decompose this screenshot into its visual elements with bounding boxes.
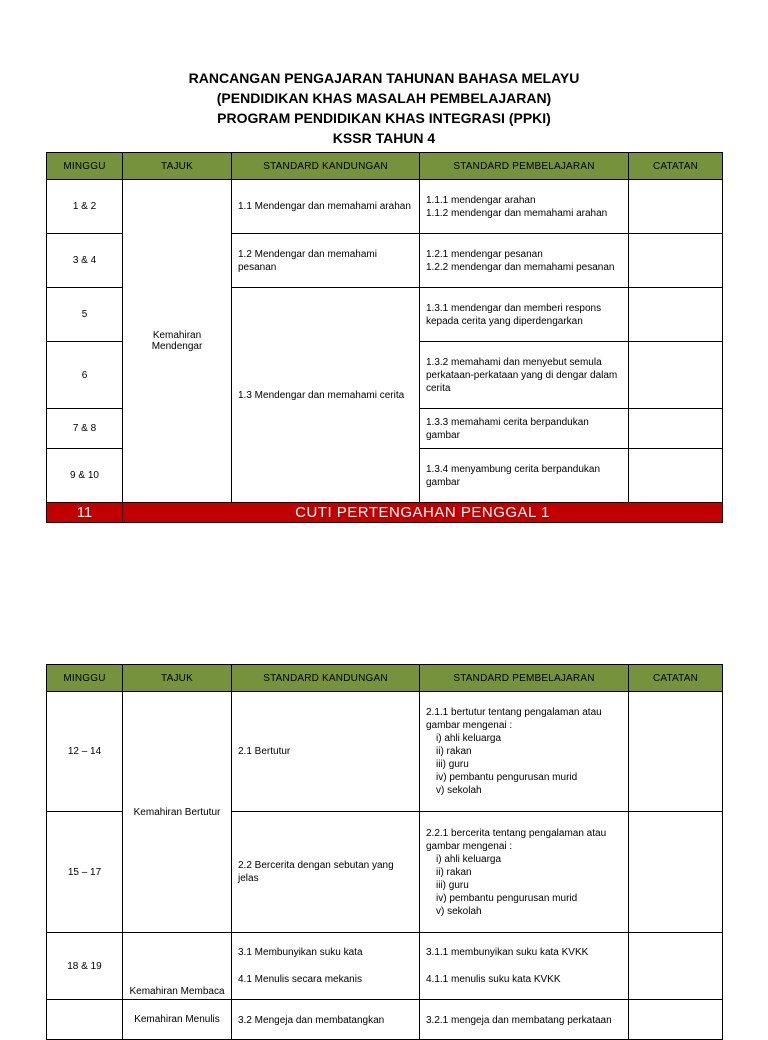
catatan-cell bbox=[629, 288, 723, 342]
catatan-cell bbox=[629, 180, 723, 234]
catatan-cell bbox=[629, 449, 723, 503]
sp-cell bbox=[420, 449, 629, 503]
minggu-cell: 15 – 17 bbox=[47, 812, 123, 933]
sp-line: 1.2.1 mendengar pesanan bbox=[426, 248, 543, 260]
header-standard-kandungan: STANDARD KANDUNGAN bbox=[232, 153, 420, 180]
list-item: iii) guru bbox=[436, 879, 469, 891]
title-line-1: RANCANGAN PENGAJARAN TAHUNAN BAHASA MELAYU bbox=[188, 70, 580, 86]
sp-cell: 3.2.1 mengeja dan membatang perkataan bbox=[420, 1000, 629, 1040]
sp-line: 3.1.1 membunyikan suku kata KVKK bbox=[426, 947, 589, 958]
sp-line: cerita bbox=[426, 382, 451, 394]
sp-cell bbox=[420, 234, 629, 288]
header-minggu: MINGGU bbox=[47, 153, 123, 180]
list-item: iii) guru bbox=[436, 759, 469, 770]
title-line-4: KSSR TAHUN 4 bbox=[332, 130, 436, 146]
sp-line: 2.1.1 bertutur tentang pengalaman atau bbox=[426, 707, 602, 718]
sk-line: 4.1 Menulis secara mekanis bbox=[238, 974, 362, 985]
sk-cell bbox=[232, 933, 420, 1000]
catatan-cell bbox=[629, 933, 723, 1000]
sp-line: 1.3.1 mendengar dan memberi respons bbox=[426, 302, 602, 314]
sk-cell: 2.2 Bercerita dengan sebutan yang jelas bbox=[232, 812, 420, 933]
sp-line: gambar mengenai : bbox=[426, 840, 513, 852]
tajuk-cell: Kemahiran Mendengar bbox=[123, 180, 232, 503]
header-standard-pembelajaran: STANDARD PEMBELAJARAN bbox=[420, 665, 629, 692]
list-item: iv) pembantu pengurusan murid bbox=[436, 892, 578, 904]
sp-line: 1.3.2 memahami dan menyebut semula bbox=[426, 356, 602, 368]
table-header-row bbox=[47, 665, 723, 692]
list-item: ii) rakan bbox=[436, 746, 472, 757]
catatan-cell bbox=[629, 1000, 723, 1040]
sk-cell: 1.2 Mendengar dan memahami pesanan bbox=[232, 234, 420, 288]
list-item: iv) pembantu pengurusan murid bbox=[436, 772, 578, 783]
minggu-cell: 12 – 14 bbox=[47, 692, 123, 812]
sp-line: 1.1.1 mendengar arahan bbox=[426, 194, 536, 206]
minggu-cell: 1 & 2 bbox=[47, 180, 123, 234]
table-row bbox=[47, 1000, 723, 1040]
cuti-minggu: 11 bbox=[47, 503, 123, 523]
sp-cell bbox=[420, 692, 629, 812]
list-item: i) ahli keluarga bbox=[436, 853, 502, 865]
sk-cell: 1.1 Mendengar dan memahami arahan bbox=[232, 180, 420, 234]
sp-line: 1.2.2 mendengar dan memahami pesanan bbox=[426, 261, 615, 273]
table-row bbox=[47, 933, 723, 1000]
header-minggu: MINGGU bbox=[47, 665, 123, 692]
tajuk-cell: Kemahiran Menulis bbox=[123, 1000, 232, 1040]
header-standard-pembelajaran: STANDARD PEMBELAJARAN bbox=[420, 153, 629, 180]
minggu-cell: 9 & 10 bbox=[47, 449, 123, 503]
header-tajuk: TAJUK bbox=[123, 153, 232, 180]
catatan-cell bbox=[629, 692, 723, 812]
tajuk-cell: Kemahiran Membaca bbox=[123, 933, 232, 1000]
document-title bbox=[0, 68, 768, 148]
sk-cell: 3.2 Mengeja dan membatangkan bbox=[232, 1000, 420, 1040]
rpt-table-2 bbox=[46, 664, 723, 1040]
list-item: i) ahli keluarga bbox=[436, 733, 502, 744]
header-catatan: CATATAN bbox=[629, 153, 723, 180]
table-header-row bbox=[47, 153, 723, 180]
list-item: ii) rakan bbox=[436, 866, 472, 878]
sp-line: 1.1.2 mendengar dan memahami arahan bbox=[426, 207, 608, 219]
catatan-cell bbox=[629, 342, 723, 409]
minggu-cell: 7 & 8 bbox=[47, 409, 123, 449]
minggu-cell: 3 & 4 bbox=[47, 234, 123, 288]
rpt-table-1 bbox=[46, 152, 723, 523]
sp-line: gambar mengenai : bbox=[426, 720, 513, 731]
sp-line: perkataan-perkataan yang di dengar dalam bbox=[426, 369, 618, 381]
table-row bbox=[47, 692, 723, 812]
sk-cell: 2.1 Bertutur bbox=[232, 692, 420, 812]
minggu-cell: 5 bbox=[47, 288, 123, 342]
tajuk-cell: Kemahiran Bertutur bbox=[123, 692, 232, 933]
catatan-cell bbox=[629, 234, 723, 288]
title-line-2: (PENDIDIKAN KHAS MASALAH PEMBELAJARAN) bbox=[216, 90, 552, 106]
title-line-3: PROGRAM PENDIDIKAN KHAS INTEGRASI (PPKI) bbox=[217, 110, 551, 126]
sp-cell bbox=[420, 812, 629, 933]
cuti-label: CUTI PERTENGAHAN PENGGAL 1 bbox=[123, 503, 723, 523]
sp-line: 2.2.1 bercerita tentang pengalaman atau bbox=[426, 827, 607, 839]
sk-cell: 1.3 Mendengar dan memahami cerita bbox=[232, 288, 420, 503]
header-catatan: CATATAN bbox=[629, 665, 723, 692]
minggu-cell bbox=[47, 1000, 123, 1040]
sp-cell bbox=[420, 342, 629, 409]
list-item: v) sekolah bbox=[436, 785, 482, 796]
sp-cell bbox=[420, 288, 629, 342]
sp-line: 1.3.4 menyambung cerita berpandukan bbox=[426, 463, 601, 475]
sp-cell bbox=[420, 180, 629, 234]
sk-line: 3.1 Membunyikan suku kata bbox=[238, 947, 363, 958]
list-item: v) sekolah bbox=[436, 905, 482, 917]
table-row bbox=[47, 180, 723, 234]
catatan-cell bbox=[629, 409, 723, 449]
minggu-cell: 18 & 19 bbox=[47, 933, 123, 1000]
sp-line: gambar bbox=[426, 476, 460, 488]
cuti-row bbox=[47, 503, 723, 523]
header-standard-kandungan: STANDARD KANDUNGAN bbox=[232, 665, 420, 692]
minggu-cell: 6 bbox=[47, 342, 123, 409]
sp-cell bbox=[420, 933, 629, 1000]
sp-cell: 1.3.3 memahami cerita berpandukan gambar bbox=[420, 409, 629, 449]
sp-line: 4.1.1 menulis suku kata KVKK bbox=[426, 974, 561, 985]
sp-line: kepada cerita yang diperdengarkan bbox=[426, 315, 583, 327]
header-tajuk: TAJUK bbox=[123, 665, 232, 692]
catatan-cell bbox=[629, 812, 723, 933]
